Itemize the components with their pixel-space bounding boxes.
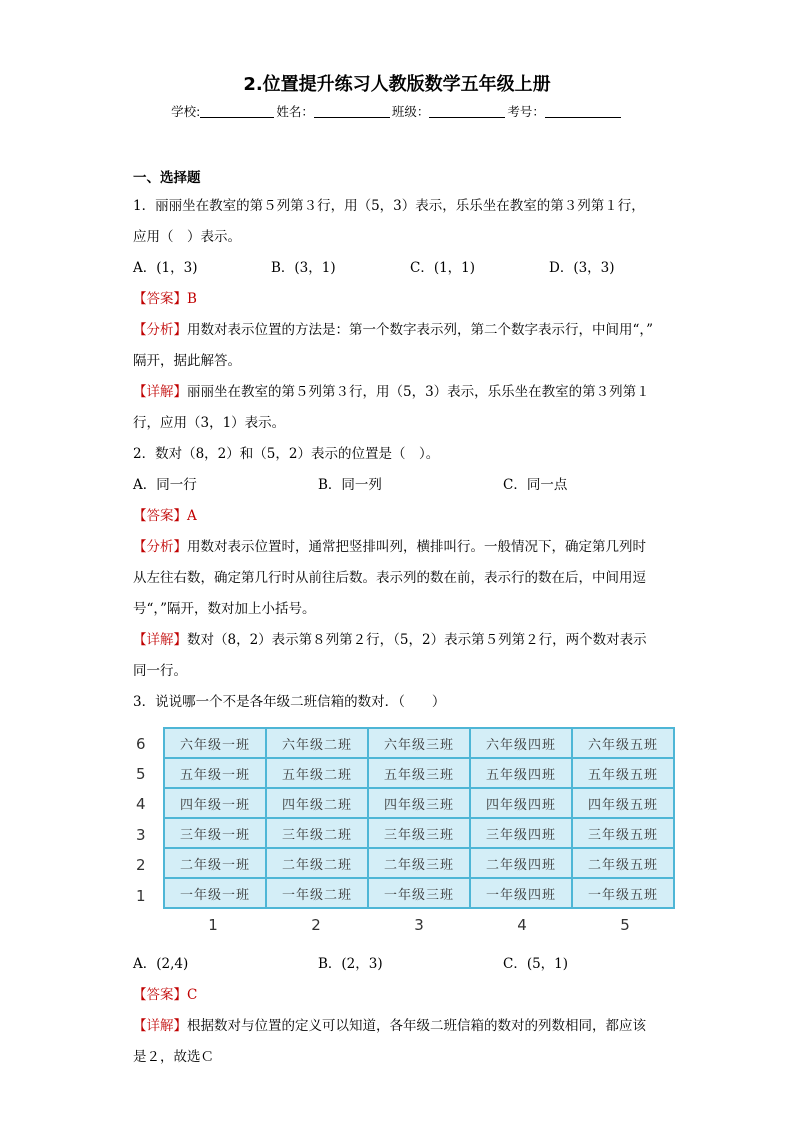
q1-analysis-line1 bbox=[133, 318, 653, 338]
answer-tag: 【答案】 bbox=[133, 987, 187, 1003]
detail-text: 丽丽坐在教室的第５列第３行，用（5，3）表示，乐乐坐在教室的第３列第１ bbox=[187, 384, 650, 400]
grid-cell: 一年级五班 bbox=[572, 878, 674, 908]
grid-cell: 四年级二班 bbox=[266, 788, 368, 818]
q3-option-b: B．(2，3) bbox=[318, 956, 383, 972]
student-info-line bbox=[0, 102, 794, 120]
answer-tag: 【答案】 bbox=[133, 508, 187, 524]
q2-detail-line1 bbox=[133, 628, 647, 648]
grid-cell: 四年级四班 bbox=[470, 788, 572, 818]
grid-cell: 五年级一班 bbox=[164, 758, 266, 788]
grid-row bbox=[164, 878, 674, 908]
class-label: 班级： bbox=[391, 104, 430, 119]
grid-cell: 三年级五班 bbox=[572, 818, 674, 848]
detail-text: 根据数对与位置的定义可以知道，各年级二班信箱的数对的列数相同，都应该 bbox=[187, 1018, 646, 1034]
grid-cell: 二年级四班 bbox=[470, 848, 572, 878]
q3-option-a: A．(2,4) bbox=[133, 956, 189, 972]
grid-cell: 一年级一班 bbox=[164, 878, 266, 908]
q2-option-c: C．同一点 bbox=[503, 477, 568, 493]
q3-detail-line1 bbox=[133, 1014, 646, 1034]
row-label: 2 bbox=[136, 856, 146, 874]
row-label: 5 bbox=[136, 765, 146, 783]
detail-tag: 【详解】 bbox=[133, 384, 187, 400]
grid-cell: 六年级一班 bbox=[164, 728, 266, 758]
grid-cell: 四年级一班 bbox=[164, 788, 266, 818]
detail-tag: 【详解】 bbox=[133, 1018, 187, 1034]
grid-cell: 一年级三班 bbox=[368, 878, 470, 908]
q1-option-d: D．(3，3) bbox=[549, 260, 615, 276]
column-label: 4 bbox=[517, 916, 527, 934]
q3-detail-line2: 是２，故选Ｃ bbox=[133, 1049, 214, 1065]
q1-detail-line2: 行，应用（3，1）表示。 bbox=[133, 415, 286, 431]
grid-cell: 三年级二班 bbox=[266, 818, 368, 848]
answer-value: B bbox=[187, 291, 197, 307]
name-label: 姓名： bbox=[276, 104, 314, 119]
analysis-text: 用数对表示位置时，通常把竖排叫列，横排叫行。一般情况下，确定第几列时 bbox=[187, 539, 646, 555]
answer-value: A bbox=[187, 508, 197, 524]
q2-option-b: B．同一列 bbox=[318, 477, 382, 493]
row-label: 1 bbox=[136, 887, 146, 905]
grid-cell: 一年级四班 bbox=[470, 878, 572, 908]
exam-no-blank[interactable] bbox=[545, 105, 621, 118]
grid-cell: 三年级一班 bbox=[164, 818, 266, 848]
grid-cell: 一年级二班 bbox=[266, 878, 368, 908]
name-blank[interactable] bbox=[314, 105, 390, 118]
grid-cell: 四年级三班 bbox=[368, 788, 470, 818]
q3-text-line1: 3．说说哪一个不是各年级二班信箱的数对．（ ） bbox=[133, 694, 446, 710]
answer-tag: 【答案】 bbox=[133, 291, 187, 307]
analysis-text: 用数对表示位置的方法是：第一个数字表示列，第二个数字表示行，中间用“，” bbox=[187, 322, 654, 338]
grid-cell: 三年级三班 bbox=[368, 818, 470, 848]
grid-cell: 三年级四班 bbox=[470, 818, 572, 848]
grid-row bbox=[164, 848, 674, 878]
section-heading: 一、选择题 bbox=[133, 170, 201, 186]
detail-text: 数对（8，2）表示第８列第２行，（5，2）表示第５列第２行，两个数对表示 bbox=[187, 632, 647, 648]
grid-cell: 六年级五班 bbox=[572, 728, 674, 758]
q2-text-line1: 2．数对（8，2）和（5，2）表示的位置是（ ）。 bbox=[133, 446, 440, 462]
column-label: 1 bbox=[208, 916, 218, 934]
grid-cell: 四年级五班 bbox=[572, 788, 674, 818]
q2-option-a: A．同一行 bbox=[133, 477, 197, 493]
q2-answer bbox=[133, 504, 197, 524]
grid-cell: 六年级三班 bbox=[368, 728, 470, 758]
column-label: 2 bbox=[311, 916, 321, 934]
detail-tag: 【详解】 bbox=[133, 632, 187, 648]
grid-cell: 六年级二班 bbox=[266, 728, 368, 758]
q2-analysis-line3: 号“，”隔开，数对加上小括号。 bbox=[133, 601, 316, 617]
answer-value: C bbox=[187, 987, 198, 1003]
grid-cell: 五年级五班 bbox=[572, 758, 674, 788]
column-label: 5 bbox=[620, 916, 630, 934]
grid-cell: 六年级四班 bbox=[470, 728, 572, 758]
grid-cell: 二年级五班 bbox=[572, 848, 674, 878]
q1-analysis-line2: 隔开，据此解答。 bbox=[133, 353, 241, 369]
grid-cell: 五年级四班 bbox=[470, 758, 572, 788]
class-blank[interactable] bbox=[429, 105, 505, 118]
grid-row bbox=[164, 758, 674, 788]
mailbox-grid bbox=[163, 727, 675, 909]
q1-detail-line1 bbox=[133, 380, 650, 400]
column-label: 3 bbox=[414, 916, 424, 934]
grid-cell: 二年级一班 bbox=[164, 848, 266, 878]
grid-cell: 五年级二班 bbox=[266, 758, 368, 788]
grid-row bbox=[164, 728, 674, 758]
q1-option-a: A．(1，3) bbox=[133, 260, 198, 276]
q3-option-c: C．(5，1) bbox=[503, 956, 569, 972]
q2-detail-line2: 同一行。 bbox=[133, 663, 187, 679]
grid-cell: 二年级二班 bbox=[266, 848, 368, 878]
q1-text-line1: 1．丽丽坐在教室的第５列第３行，用（5，3）表示，乐乐坐在教室的第３列第１行， bbox=[133, 198, 645, 214]
q2-analysis-line1 bbox=[133, 535, 646, 555]
row-label: 4 bbox=[136, 795, 146, 813]
q3-answer bbox=[133, 983, 197, 1003]
page-title: 2.位置提升练习人教版数学五年级上册 bbox=[243, 74, 551, 95]
analysis-tag: 【分析】 bbox=[133, 539, 187, 555]
q1-option-b: B．(3，1) bbox=[271, 260, 336, 276]
row-label: 6 bbox=[136, 735, 146, 753]
q2-analysis-line2: 从左往右数，确定第几行时从前往后数。表示列的数在前，表示行的数在后，中间用逗 bbox=[133, 570, 646, 586]
grid-cell: 五年级三班 bbox=[368, 758, 470, 788]
grid-row bbox=[164, 788, 674, 818]
school-label: 学校: bbox=[171, 104, 201, 119]
q1-option-c: C．(1，1) bbox=[410, 260, 476, 276]
grid-cell: 二年级三班 bbox=[368, 848, 470, 878]
school-blank[interactable] bbox=[200, 105, 274, 118]
analysis-tag: 【分析】 bbox=[133, 322, 187, 338]
exam-no-label: 考号： bbox=[507, 104, 545, 119]
q1-text-line2: 应用（ ）表示。 bbox=[133, 229, 241, 245]
row-label: 3 bbox=[136, 826, 146, 844]
q1-answer bbox=[133, 287, 197, 307]
grid-row bbox=[164, 818, 674, 848]
